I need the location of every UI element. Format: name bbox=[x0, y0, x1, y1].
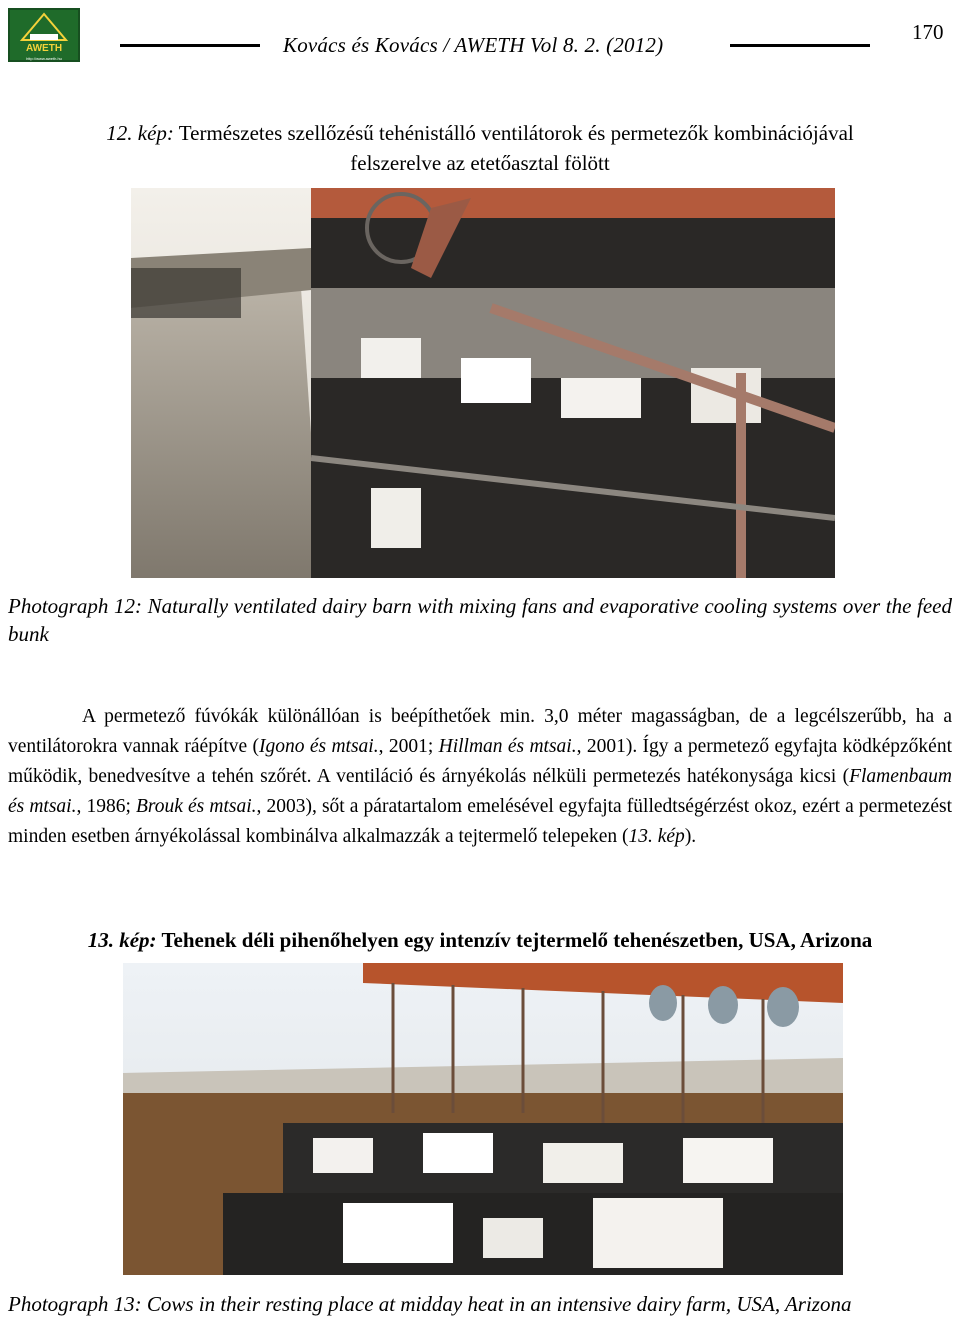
citation-igono: Igono és mtsai. bbox=[259, 736, 379, 757]
figure12-caption bbox=[0, 118, 960, 178]
paragraph-text-5: , 2003), sőt a páratartalom emelésével egyfajta fülledtségérzést okoz, ezért a permetezést minden esetben árnyékolással kombinálva alkalmazzák a tejtermelő telepeken ( bbox=[8, 796, 952, 847]
figure12-caption-en: Photograph 12: Naturally ventilated dairy barn with mixing fans and evaporative cooling systems over the feed bunk bbox=[8, 594, 952, 646]
figure12-caption-line1: Természetes szellőzésű tehénistálló ventilátorok és permetezők kombinációjával bbox=[178, 121, 854, 145]
photograph-13 bbox=[123, 963, 843, 1275]
figure13-caption bbox=[0, 925, 960, 955]
page-number: 170 bbox=[912, 20, 944, 44]
paragraph-text-6: ). bbox=[684, 826, 697, 847]
citation-flamenbaum: Flamenbaum és mtsai. bbox=[8, 766, 952, 817]
paragraph-text-4: , 1986; bbox=[76, 796, 136, 817]
figure13-caption-title: Tehenek déli pihenőhelyen egy intenzív tejtermelő tehenészetben, USA, Arizona bbox=[161, 928, 873, 952]
figure12-caption-line2: felszerelve az etetőasztal fölött bbox=[350, 151, 610, 175]
paragraph-text-1: A permetező fúvókák különállóan is beépíthetőek min. 3,0 méter magasságban, de a legcélszerűbb, ha a ventilátorokra vannak ráépítve ( bbox=[8, 706, 952, 757]
journal-logo bbox=[8, 8, 80, 62]
body-paragraph bbox=[8, 702, 952, 852]
figure13-caption-number: 13. kép: bbox=[87, 928, 157, 952]
paragraph-text-2: , 2001; bbox=[378, 736, 439, 757]
header-rule-left bbox=[120, 44, 260, 47]
figure12-caption-number: 12. kép: bbox=[106, 121, 174, 145]
running-head: Kovács és Kovács / AWETH Vol 8. 2. (2012) bbox=[283, 33, 664, 57]
figure13-caption-en: Photograph 13: Cows in their resting place at midday heat in an intensive dairy farm, USA, Arizona bbox=[8, 1292, 852, 1316]
photograph-12 bbox=[131, 188, 835, 578]
citation-brouk: Brouk és mtsai. bbox=[135, 796, 257, 817]
figure-reference-13: 13. kép bbox=[628, 826, 685, 847]
logo-text: AWETH bbox=[25, 43, 63, 54]
header-rule-right bbox=[730, 44, 870, 47]
citation-hillman: Hillman és mtsai. bbox=[438, 736, 577, 757]
paragraph-text-3: , 2001). Így a permetező egyfajta ködképzőként működik, benedvesítve a tehén szőrét. A ventiláció és árnyékolás nélküli permetezés hatékonysága kicsi ( bbox=[8, 736, 952, 787]
logo-url: http://www.aweth.hu bbox=[26, 56, 62, 61]
